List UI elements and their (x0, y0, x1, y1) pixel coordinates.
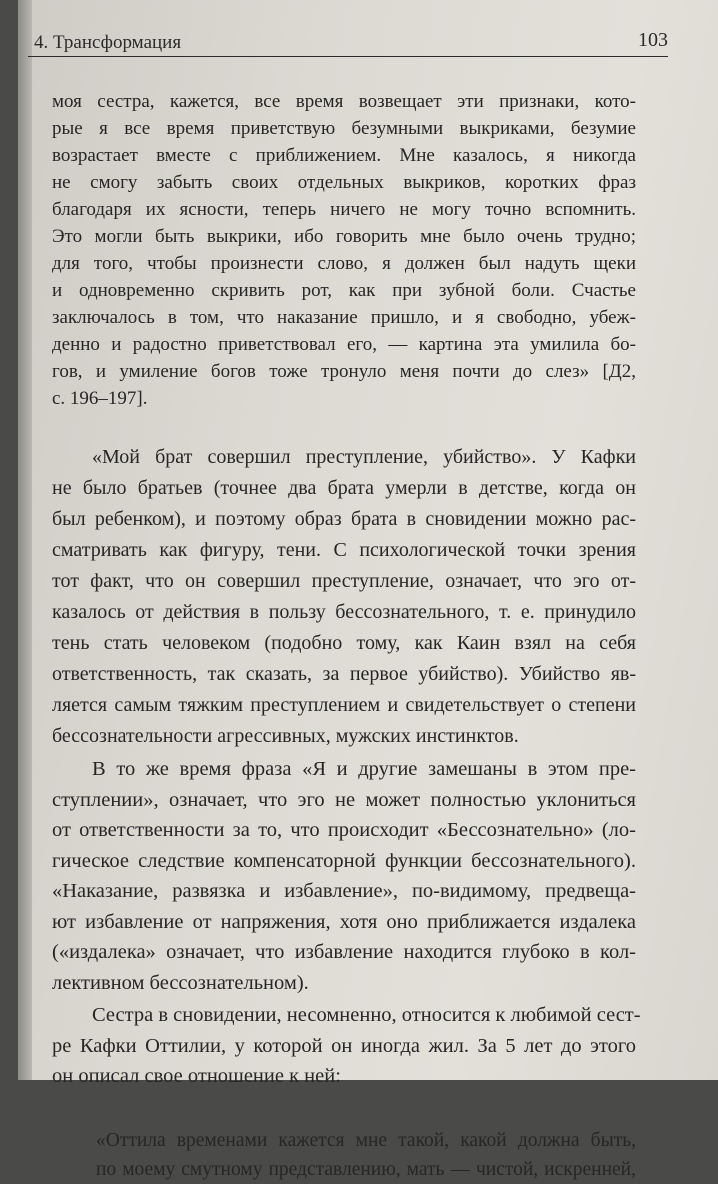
text-line: ляется самым тяжким преступлением и свидетельствует о степени (52, 694, 636, 716)
text-line: ступлении», означает, что эго не может полностью уклониться (52, 788, 636, 811)
text-line: «Оттила временами кажется мне такой, какой должна быть, (96, 1129, 636, 1151)
text-line: ют избавление от напряжения, хотя оно приближается издалека (52, 910, 636, 933)
text-line: возрастает вместе с приближением. Мне казалось, я никогда (52, 145, 636, 166)
quote-continuation (52, 88, 636, 412)
text-line: ре Кафки Оттилии, у которой он иногда жил. За 5 лет до этого (52, 1034, 636, 1057)
dream-phrase-paragraph (52, 442, 636, 752)
chapter-title: 4. Трансформация (34, 32, 182, 53)
paragraph (52, 1000, 641, 1092)
running-head (28, 30, 668, 57)
page-number: 103 (638, 29, 668, 51)
book-page (18, 0, 718, 1180)
text-line: благодаря их ясности, теперь ничего не могу точно вспомнить. (52, 199, 636, 220)
text-line: заключалось в том, что наказание пришло, и я свободно, убеж- (52, 307, 636, 328)
text-line: В то же время фраза «Я и другие замешаны в этом пре- (92, 758, 636, 780)
text-line: («издалека» означает, что избавление находится глубоко в кол- (52, 941, 636, 963)
text-line: бессознательности агрессивных, мужских инстинктов. (52, 725, 519, 747)
text-line: денно и радостно приветствовал его, — картина эта умилила бо- (52, 334, 636, 355)
text-line: лективном бессознательном). (52, 971, 309, 994)
text-line: «Наказание, развязка и избавление», по-видимому, предвеща- (52, 880, 636, 902)
text-line: для того, чтобы произнести слово, я должен был надуть щеки (52, 253, 636, 274)
text-line: «Мой брат совершил преступление, убийство». У Кафки (92, 446, 636, 468)
block-quote (52, 1126, 636, 1184)
text-line: моя сестра, кажется, все время возвещает эти признаки, кото- (52, 91, 636, 112)
text-line: Сестра в сновидении, несомненно, относится к любимой сест- (92, 1004, 641, 1026)
text-line: и одновременно скривить рот, как при зубной боли. Счастье (52, 280, 636, 301)
text-line: с. 196–197]. (52, 388, 148, 409)
text-line: гов, и умиление богов тоже тронуло меня почти до слез» [Д2, (52, 361, 636, 382)
text-line: гическое следствие компенсаторной функции бессознательного). (52, 849, 636, 872)
page-gutter-edge (18, 0, 32, 1080)
text-line: рые я все время приветствую безумными выкриками, безумие (52, 118, 636, 139)
text-line: он описал свое отношение к ней: (52, 1065, 341, 1087)
text-line: ответственность, так сказать, за первое убийство). Убийство яв- (52, 663, 636, 685)
text-line: не было братьев (точнее два брата умерли в детстве, когда он (52, 477, 636, 499)
text-line: от ответственности за то, что происходит «Бессознательно» (ло- (52, 819, 636, 841)
text-line: казалось от действия в пользу бессознательного, т. е. принудило (52, 601, 636, 623)
text-line: тот факт, что он совершил преступление, означает, что эго от- (52, 570, 636, 592)
page-body (52, 88, 641, 1184)
text-line: сматривать как фигуру, тени. С психологической точки зрения (52, 539, 636, 561)
text-line: был ребенком), и поэтому образ брата в сновидении можно рас- (52, 508, 636, 530)
text-line: не смогу забыть своих отдельных выкриков, коротких фраз (52, 172, 636, 193)
text-line: по моему смутному представлению, мать — чистой, искренней, (96, 1158, 636, 1180)
text-line: тень стать человеком (подобно тому, как Каин взял на себя (52, 632, 636, 654)
text-line: Это могли быть выкрики, ибо говорить мне было очень трудно; (52, 226, 636, 247)
paragraph (52, 754, 636, 998)
